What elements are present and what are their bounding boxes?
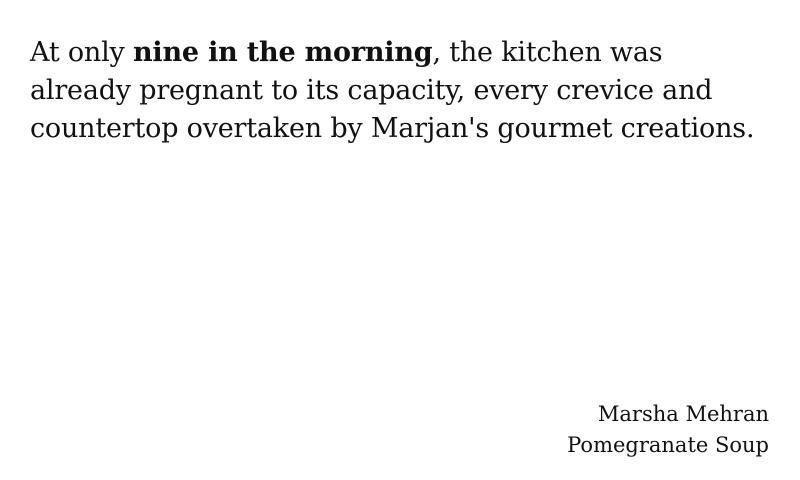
quote-text <box>30 34 770 148</box>
book-title: Pomegranate Soup <box>567 433 769 457</box>
author-name: Marsha Mehran <box>597 402 769 426</box>
quote-emphasis: nine in the morning <box>132 37 433 68</box>
quote-lead: At only <box>30 37 133 68</box>
quote-rest: , the kitchen was already pregnant to its capacity, every crevice and countertop overtaken by Marjan's gourmet creations. <box>30 37 755 144</box>
attribution <box>567 399 769 461</box>
